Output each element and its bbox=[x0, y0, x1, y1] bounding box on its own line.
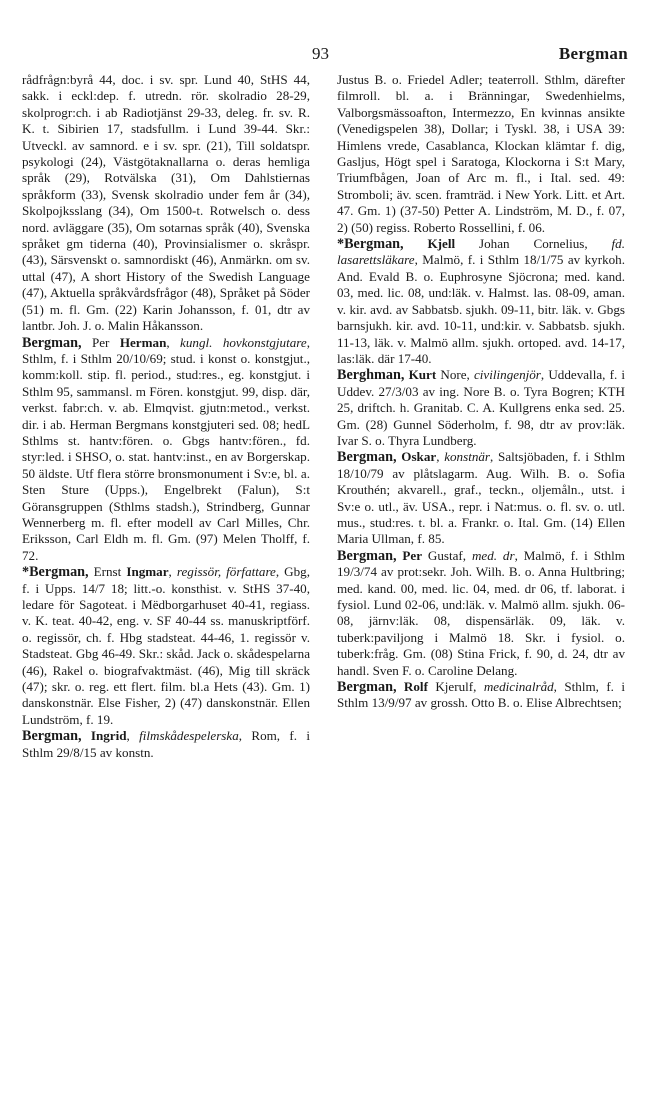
entry-text: , Rom, f. i Sthlm 29/8/15 av konstn. bbox=[22, 728, 311, 760]
entry-kurt-berghman: Berghman, Kurt Nore, civilingenjör, Uddevalla, f. i Uddev. 27/3/03 av ing. Nore B. o. Tyra Bogren; KTH 25, driftch. h. Granitab. C. A. Kullgrens enka sed. 25. Gm. (28) Gunnel Söderholm, f. 98, dtr av prov:läk. Ivar S. o. Thyra Lundberg. bbox=[337, 367, 626, 448]
entry-continuation: rådfrågn:byrå 44, doc. i sv. spr. Lund 40, StHS 44, sakk. i eckl:dep. f. utredn. rör. skolradio 28-29, skolprogr:ch. i ab Radiotjänst 29-33, deleg. fr. sv. R. K. t. Sibirien 17, stadsfullm. i Lund 39-44. Skr.: Utveckl. av samnord. e i sv. spr. (21), Till soldatspr. psykologi (24), Västgötaknallarna o. deras hemliga språk (29), Rotvälska (31), Om Dahlstiernas språkform (33), Svensk skolradio under fem år (34), Skolpojksslang (34), Om 1500-t. Rotwelsch o. dess nord. avläggare (35), Om sotarnas språk (40), Svenska språket gm tiderna (40), Provinsialismer o. skråspr. (43), Särsvenskt o. samnordiskt (46), Anmärkn. om sv. uttal (47), A short History of the Swedish Language (47), Aktuella språkvårdsfrågor (48), Språket på Söder (51) m. fl. Gm. (22) Karin Johansson, f. 01, dtr av lantbr. Joh. J. o. Malin Håkansson. bbox=[22, 72, 310, 334]
entry-headword: *Bergman, bbox=[22, 564, 89, 581]
entry-text: , Gbg, f. i Upps. 14/7 18; litt.-o. konsthist. v. StHS 37-40, ledare för Sagoteat. i Mëdborgarhuset 40-41, regiass. v. K. teat. 40-42, eng. v. SF 40-44 ss. manuskriptförf. o. regissör, ch. f. Hbg stadsteat. 44-46, 1. regissör v. Stadsteat. Gbg 46-49. Skr.: skåd. Jack o. skådespelarna (46), Rakel o. biografvaktmäst. (46), Mig till skräck (47); skr. o. reg. ett flert. film. bl.a Hets (43). Gm. 1) danskonstnär. Else Fisher, 2) (47) danskonstnär. Ellen Lundström, f. 19. bbox=[22, 564, 311, 727]
entry-headword: Bergman, bbox=[337, 679, 397, 696]
entry-title: konstnär bbox=[444, 449, 491, 465]
right-column bbox=[337, 72, 625, 712]
entry-headword: Bergman, bbox=[337, 449, 397, 466]
entry-title: fd. lasarettsläkare bbox=[337, 236, 625, 268]
entry-text: , Malmö, f. i Sthlm 18/1/75 av kyrkoh. And. Evald B. o. Euphrosyne Sjöcrona; med. kand. 03, med. lic. 08, und:läk. v. Halmst. las. 08-09, aman. v. kir. avd. av Sabbatsb. sjukh. 09-11, bitr. läk. v. Gbgs barnsjukh. kir. avd. 10-11, und:kir. v. Sabbatsb. sjukh. 11-13, läk. v. Malmö allm. sjukh. ortoped. avd. 14-17, las:läk. där 17-40. bbox=[337, 252, 625, 366]
entry-title: kungl. hovkonstgjutare bbox=[180, 334, 307, 350]
entry-ingrid-bergman: Bergman, Ingrid, filmskådespelerska, Rom, f. i Sthlm 29/8/15 av konstn. bbox=[22, 728, 311, 760]
running-head: Bergman bbox=[558, 44, 628, 63]
entry-text: , Saltsjöbaden, f. i Sthlm 18/10/79 av plåtslagarm. Aug. Wilh. B. o. Sofia Krouthén; akvarell., graf., teckn., oljemåln., utst. i Sv:e o. utl., äv. USA., repr. i Nat:mus. o. fl. sv. o. utl. mus., stud:res. t. bl. a. Frankr. o. Ital. Gm. (14) Ellen Maria Ullman, f. 85. bbox=[337, 449, 626, 547]
entry-text: , Sthlm, f. i Sthlm 13/9/97 av grossh. Otto B. o. Elise Albrechtsen; bbox=[337, 679, 625, 711]
entry-given-name: Herman bbox=[119, 334, 167, 350]
entry-ingmar-bergman: *Bergman, Ernst Ingmar, regissör, författare, Gbg, f. i Upps. 14/7 18; litt.-o. konsthist. v. StHS 37-40, ledare för Sagoteat. i Mëdborgarhuset 40-41, regiass. v. K. teat. 40-42, eng. v. SF 40-44 ss. manuskriptförf. o. regissör, ch. f. Hbg stadsteat. 44-46, 1. regissör v. Stadsteat. Gbg 46-49. Skr.: skåd. Jack o. skådespelarna (46), Rakel o. biografvaktmäst. (46), Mig till skräck (47); skr. o. reg. ett flert. film. bl.a Hets (43). Gm. 1) danskonstnär. Else Fisher, 2) (47) danskonstnär. Ellen Lundström, f. 19. bbox=[22, 564, 311, 727]
entry-given-name: Kjell bbox=[427, 236, 456, 252]
entry-title: civilingenjör bbox=[473, 367, 541, 383]
entry-text: , Malmö, f. i Sthlm 19/3/74 av prot:sekr. Joh. Wilh. B. o. Anna Hultbring; med. kand. 00, med. lic. 04, med. dr 06, tf. laborat. i fysiol. Lund 02-06, und:läk. v. Malmö allm. sjukh. 06-08, järnv:läk. 08, dispensärläk. 09, läk. v. tuberk:paviljong i Malmö 18. Skr. i fysiol. o. tuberk:fråg. Gm. (08) Stina Frick, f. 90, d. 24, dtr av handl. Sven F. o. Caroline Delang. bbox=[337, 547, 625, 678]
entry-title: regissör, författare bbox=[176, 564, 276, 580]
entry-given-name: Kurt bbox=[408, 367, 437, 383]
entry-title: filmskådespelerska bbox=[139, 728, 239, 744]
entry-herman-bergman: Bergman, Per Herman, kungl. hovkonstgjutare, Sthlm, f. i Sthlm 20/10/69; stud. i konst o. konstgjut., komm:koll. stip. fl. period., stud:res., eg. konstgjut. i Sthlm 95, sammansl. m Fören. konstgjut. 99, disp. där, verkst. fabr:ch. v. ab. Elmqvist. gjutn:metod., verkst. dir. i ab. Herman Bergmans konstgjuteri sed. 08; hedL Sthlms st. hantv:fören. o. Gbgs hantv:fören., fd. styr:led. i SHSO, o. stat. hantv:inst., en av Borgerskap. 50 äldste. Utf flera större bronsmonument i Sv:e, bl. a. Sten Sture (Upps.), Engelbrekt (Falun), S:t Göransgruppen (Sthlms stadsh.), Strindberg, Gunnar Wennerberg m. fl. efter modell av Carl Milles, Chr. Eriksson, Carl Eldh m. fl. Gm. (97) Melen Tholff, f. 72. bbox=[22, 334, 310, 563]
entry-headword: Bergman, bbox=[22, 728, 82, 745]
entry-headword: Berghman, bbox=[337, 367, 405, 384]
entry-oskar-bergman: Bergman, Oskar, konstnär, Saltsjöbaden, f. i Sthlm 18/10/79 av plåtslagarm. Aug. Wilh. B. o. Sofia Krouthén; akvarell., graf., teckn., oljemåln., utst. i Sv:e o. utl., äv. USA., repr. i Nat:mus. o. fl. sv. o. utl. mus., stud:res. t. bl. a. Frankr. o. Ital. Gm. (14) Ellen Maria Ullman, f. 85. bbox=[337, 449, 626, 547]
entry-given-name: Per bbox=[402, 547, 423, 563]
entry-kjell-bergman: *Bergman, Kjell Johan Cornelius, fd. lasarettsläkare, Malmö, f. i Sthlm 18/1/75 av kyrkoh. And. Evald B. o. Euphrosyne Sjöcrona; med. kand. 03, med. lic. 08, und:läk. v. Halmst. las. 08-09, aman. v. kir. avd. av Sabbatsb. sjukh. 09-11, bitr. läk. v. Gbgs barnsjukh. kir. avd. 10-11, und:kir. v. Sabbatsb. sjukh. 11-13, läk. v. Malmö allm. sjukh. ortoped. avd. 14-17, las:läk. där 17-40. bbox=[337, 236, 625, 366]
entry-continuation: Justus B. o. Friedel Adler; teaterroll. Sthlm, därefter filmroll. bl. a. i Bränningar, Swedenhielms, Valborgsmässoafton, Intermezzo, En kvinnas ansikte (Venedigspelen 38), Dollar; i Tyskl. 38, i USA 39: Himlens vrede, Casablanca, Klockan klämtar f. dig, Gasljus, Högt spel i Saratoga, Klockorna i S:t Mary, Triumfbågen, Joan of Arc m. fl., i Ital. sed. 49: Stromboli; äv. scen. framträd. i New York. Litt. et Art. 47. Gm. 1) (37-50) Petter A. Lindström, M. D., f. 07, 2) (50) regiss. Roberto Rossellini, f. 06. bbox=[337, 72, 625, 235]
entry-per-bergman: Bergman, Per Gustaf, med. dr, Malmö, f. i Sthlm 19/3/74 av prot:sekr. Joh. Wilh. B. o. Anna Hultbring; med. kand. 00, med. lic. 04, med. dr 06, tf. laborat. i fysiol. Lund 02-06, und:läk. v. Malmö allm. sjukh. 06-08, järnv:läk. 08, dispensärläk. 09, läk. v. tuberk:paviljong i Malmö 18. Skr. i fysiol. o. tuberk:fråg. Gm. (08) Stina Frick, f. 90, d. 24, dtr av handl. Sven F. o. Caroline Delang. bbox=[337, 547, 625, 678]
entry-headword: Bergman, bbox=[337, 547, 397, 564]
entry-rolf-bergman: Bergman, Rolf Kjerulf, medicinalråd, Sthlm, f. i Sthlm 13/9/97 av grossh. Otto B. o. Elise Albrechtsen; bbox=[337, 679, 625, 711]
entry-text: , Uddevalla, f. i Uddev. 27/3/03 av ing. Nore B. o. Tyra Bogren; KTH 25, driftch. h. Granitab. C. A. Kullgrens enka sed. 25. Gm. (28) Gunnel Söderholm, f. 98, dtr av prov:läk. Ivar S. o. Thyra Lundberg. bbox=[337, 367, 626, 448]
entry-headword: *Bergman, bbox=[337, 236, 404, 253]
entry-headword: Bergman, bbox=[22, 334, 82, 351]
entry-given-name: Rolf bbox=[403, 679, 428, 695]
entry-title: med. dr bbox=[471, 547, 515, 563]
entry-given-name: Oskar bbox=[401, 449, 437, 465]
entry-given-name: Ingmar bbox=[126, 564, 169, 580]
entry-given-name: Ingrid bbox=[90, 728, 127, 744]
entry-text: , Sthlm, f. i Sthlm 20/10/69; stud. i konst o. konstgjut., komm:koll. stip. fl. period., stud:res., eg. konstgjut. i Sthlm 95, sammansl. m Fören. konstgjut. 99, disp. där, verkst. fabr:ch. v. ab. Elmqvist. gjutn:metod., verkst. dir. i ab. Herman Bergmans konstgjuteri sed. 08; hedL Sthlms st. hantv:fören. o. Gbgs hantv:fören., fd. styr:led. i SHSO, o. stat. hantv:inst., en av Borgerskap. 50 äldste. Utf flera större bronsmonument i Sv:e, bl. a. Sten Sture (Upps.), Engelbrekt (Falun), S:t Göransgruppen (Sthlms stadsh.), Strindberg, Gunnar Wennerberg m. fl. efter modell av Carl Milles, Chr. Eriksson, Carl Eldh m. fl. Gm. (97) Melen Tholff, f. 72. bbox=[22, 334, 310, 563]
left-column bbox=[22, 72, 310, 761]
page-number: 93 bbox=[312, 44, 329, 63]
entry-title: medicinalråd bbox=[483, 679, 554, 695]
